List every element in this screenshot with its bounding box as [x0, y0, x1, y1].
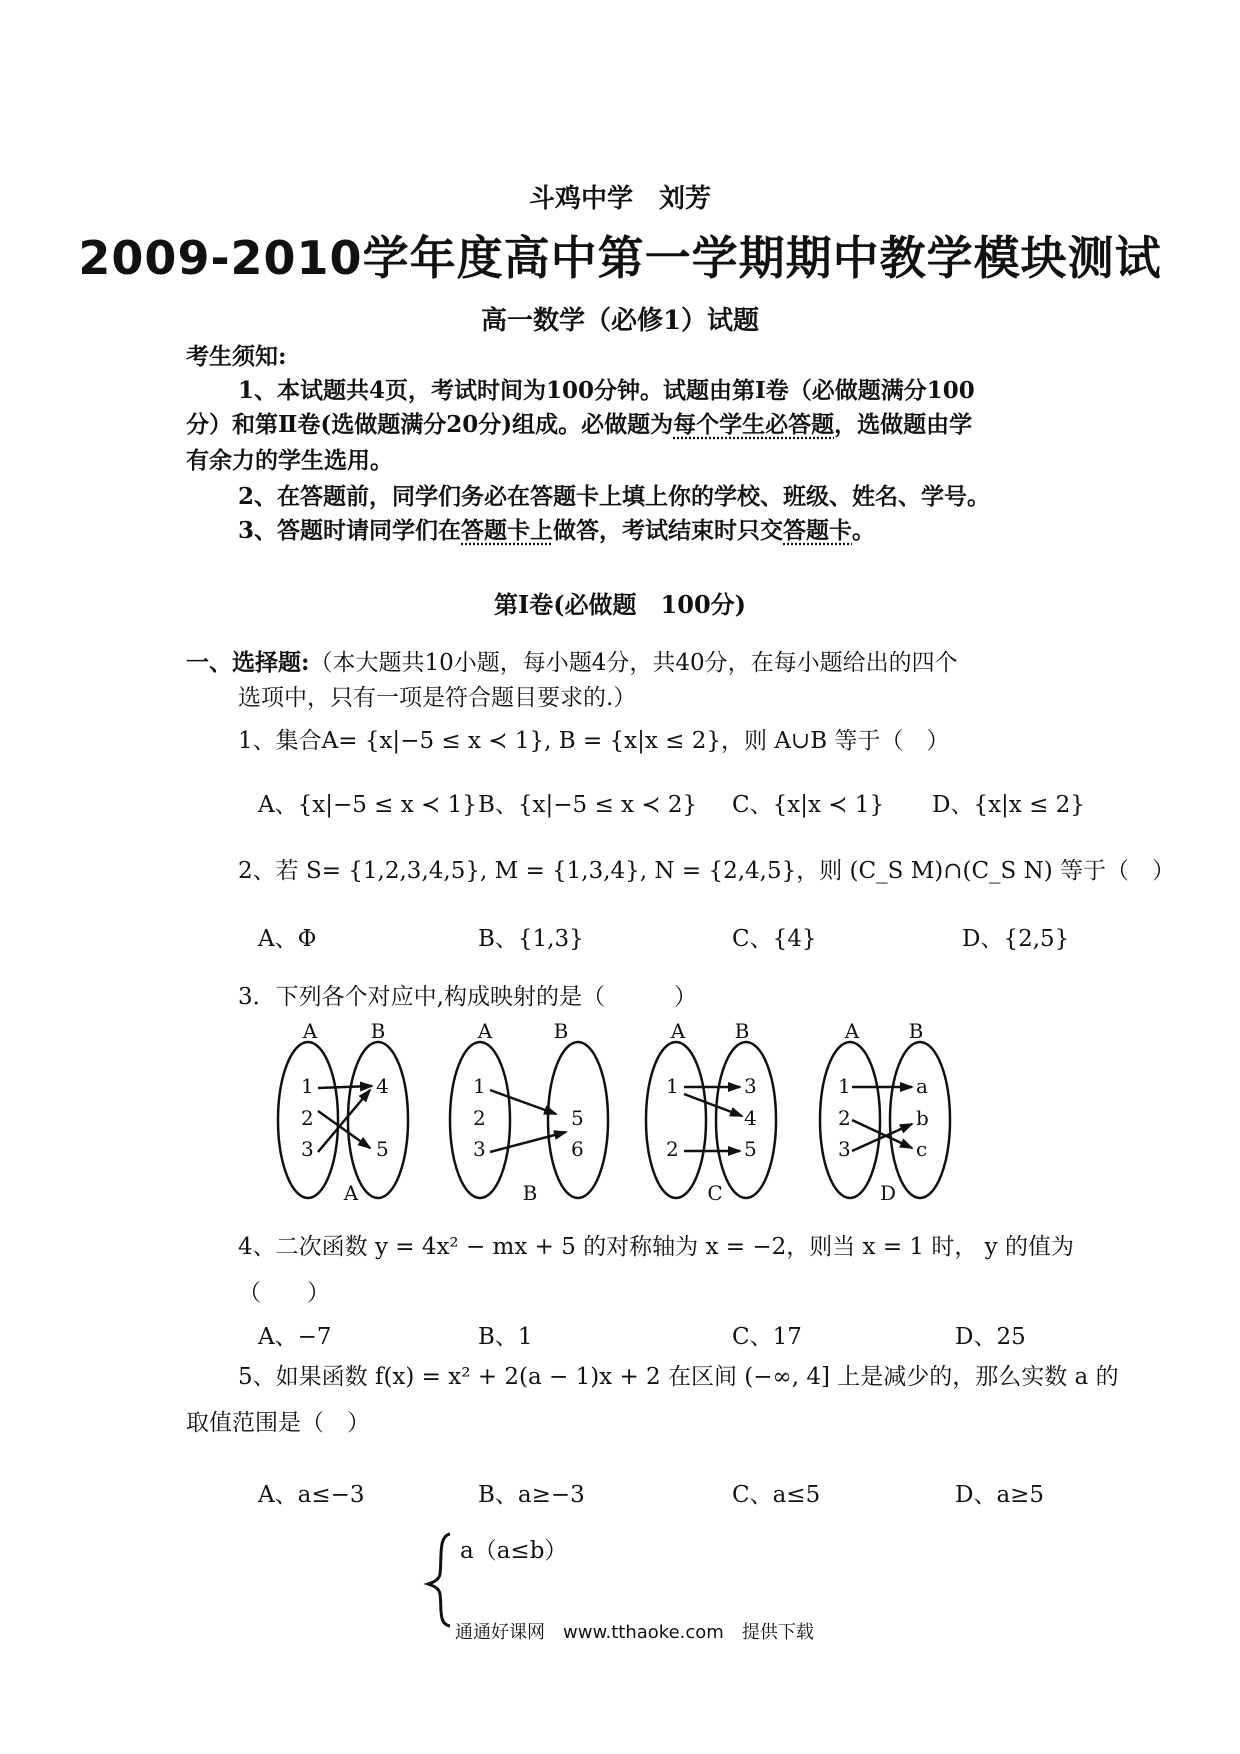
notice-text: 分）和第Ⅱ卷(选做题满分20分)组成。必做题为 [186, 411, 674, 438]
exam-subtitle: 高一数学（必修1）试题 [480, 306, 760, 336]
element: 5 [571, 1106, 584, 1130]
footer-text: 通通好课网 www.tthaoke.com 提供下载 [455, 1622, 814, 1643]
q4-option-c: C、17 [732, 1324, 802, 1350]
section-title: 第Ⅰ卷(必做题 100分) [493, 590, 747, 619]
q5-option-c: C、a≤5 [732, 1482, 821, 1508]
notice-item-1-cont [186, 410, 972, 440]
q2-option-d: D、{2,5} [962, 926, 1070, 952]
mapping-diagram-d [820, 1019, 950, 1205]
set-b-label: B [370, 1019, 386, 1043]
q2-option-a: A、Φ [258, 926, 317, 952]
question-1-stem: 1、集合A= {x|−5 ≤ x ≺ 1}, B = {x|x ≤ 2}，则 A∪B 等于（ ） [238, 728, 950, 754]
emphasis-text: 每个学生必答题 [673, 411, 835, 438]
emphasis-text: 答题卡上 [461, 517, 554, 544]
set-a-label: A [477, 1019, 493, 1043]
notice-text: 。 [852, 517, 876, 544]
question-5-stem: 5、如果函数 f(x) = x² + 2(a − 1)x + 2 在区间 (−∞, 4] 上是减少的，那么实数 a 的 [238, 1364, 1119, 1390]
question-5-stem-cont: 取值范围是（ ） [186, 1410, 370, 1436]
set-b-label: B [734, 1019, 750, 1043]
notice-text: 3、答题时请同学们在 [238, 517, 462, 544]
piecewise-case-1: a（a≤b） [460, 1538, 568, 1564]
element: 1 [838, 1074, 851, 1098]
notice-text: ，选做题由学 [834, 411, 973, 438]
q2-option-b: B、{1,3} [478, 926, 584, 952]
q2-option-c: C、{4} [732, 926, 817, 952]
piecewise-brace [420, 1530, 460, 1630]
notice-item-1: 1、本试题共4页，考试时间为100分钟。试题由第Ⅰ卷（必做题满分100 [238, 377, 975, 404]
element: b [916, 1106, 929, 1130]
part-desc: （本大题共10小题，每小题4分，共40分，在每小题给出的四个 [309, 650, 958, 676]
element: 1 [301, 1074, 314, 1098]
q5-option-a: A、a≤−3 [258, 1482, 365, 1508]
element: 2 [838, 1106, 851, 1130]
mapping-diagrams [0, 1010, 1240, 1220]
q1-option-d: D、{x|x ≤ 2} [932, 792, 1085, 818]
set-a-label: A [844, 1019, 860, 1043]
set-b-label: B [908, 1019, 924, 1043]
element: 4 [744, 1106, 757, 1130]
part-label: 一、选择题: [186, 649, 310, 676]
mapping-diagram-a [278, 1019, 408, 1205]
notice-item-2: 2、在答题前，同学们务必在答题卡上填上你的学校、班级、姓名、学号。 [238, 483, 991, 510]
element: 4 [376, 1074, 389, 1098]
emphasis-text: 答题卡 [783, 517, 853, 544]
q4-paren: （ ） [238, 1280, 330, 1306]
set-b-label: B [553, 1019, 569, 1043]
element: c [916, 1137, 928, 1161]
element: a [916, 1074, 928, 1098]
notice-item-3 [238, 516, 875, 546]
element: 6 [571, 1137, 584, 1161]
diagram-caption: D [879, 1181, 897, 1205]
set-a-label: A [670, 1019, 686, 1043]
element: 5 [744, 1137, 757, 1161]
part-heading [186, 648, 958, 678]
q5-option-d: D、a≥5 [955, 1482, 1045, 1508]
mapping-diagram-c [646, 1019, 776, 1205]
diagram-caption: A [343, 1181, 359, 1205]
notice-item-1-end: 有余力的学生选用。 [186, 447, 393, 474]
question-4-stem: 4、二次函数 y = 4x² − mx + 5 的对称轴为 x = −2，则当 x = 1 时， y 的值为 [238, 1234, 1074, 1260]
diagram-caption: B [522, 1181, 538, 1205]
q1-option-a: A、{x|−5 ≤ x ≺ 1} [258, 792, 477, 818]
q1-option-b: B、{x|−5 ≤ x ≺ 2} [478, 792, 698, 818]
q4-option-b: B、1 [478, 1324, 533, 1350]
element: 3 [744, 1074, 757, 1098]
exam-title: 2009-2010学年度高中第一学期期中教学模块测试 [78, 231, 1162, 285]
element: 3 [838, 1137, 851, 1161]
notice-heading: 考生须知: [186, 343, 287, 370]
element: 3 [301, 1137, 314, 1161]
diagram-caption: C [707, 1181, 723, 1205]
element: 1 [473, 1074, 486, 1098]
element: 5 [376, 1137, 389, 1161]
part-desc-cont: 选项中，只有一项是符合题目要求的.） [238, 685, 637, 711]
q1-option-c: C、{x|x ≺ 1} [732, 792, 885, 818]
element: 2 [666, 1137, 679, 1161]
q4-option-d: D、25 [955, 1324, 1026, 1350]
element: 2 [301, 1106, 314, 1130]
q5-option-b: B、a≥−3 [478, 1482, 585, 1508]
q4-option-a: A、−7 [258, 1324, 332, 1350]
element: 2 [473, 1106, 486, 1130]
notice-text: 做答，考试结束时只交 [553, 517, 784, 544]
question-2-stem: 2、若 S= {1,2,3,4,5}, M = {1,3,4}, N = {2,4,5}，则 (C_S M)∩(C_S N) 等于（ ） [238, 858, 1176, 884]
author-line: 斗鸡中学 刘芳 [528, 184, 711, 214]
element: 3 [473, 1137, 486, 1161]
question-3-stem: 3．下列各个对应中,构成映射的是（ ） [238, 984, 697, 1010]
element: 1 [666, 1074, 679, 1098]
set-a-label: A [302, 1019, 318, 1043]
mapping-diagram-b [450, 1019, 608, 1205]
